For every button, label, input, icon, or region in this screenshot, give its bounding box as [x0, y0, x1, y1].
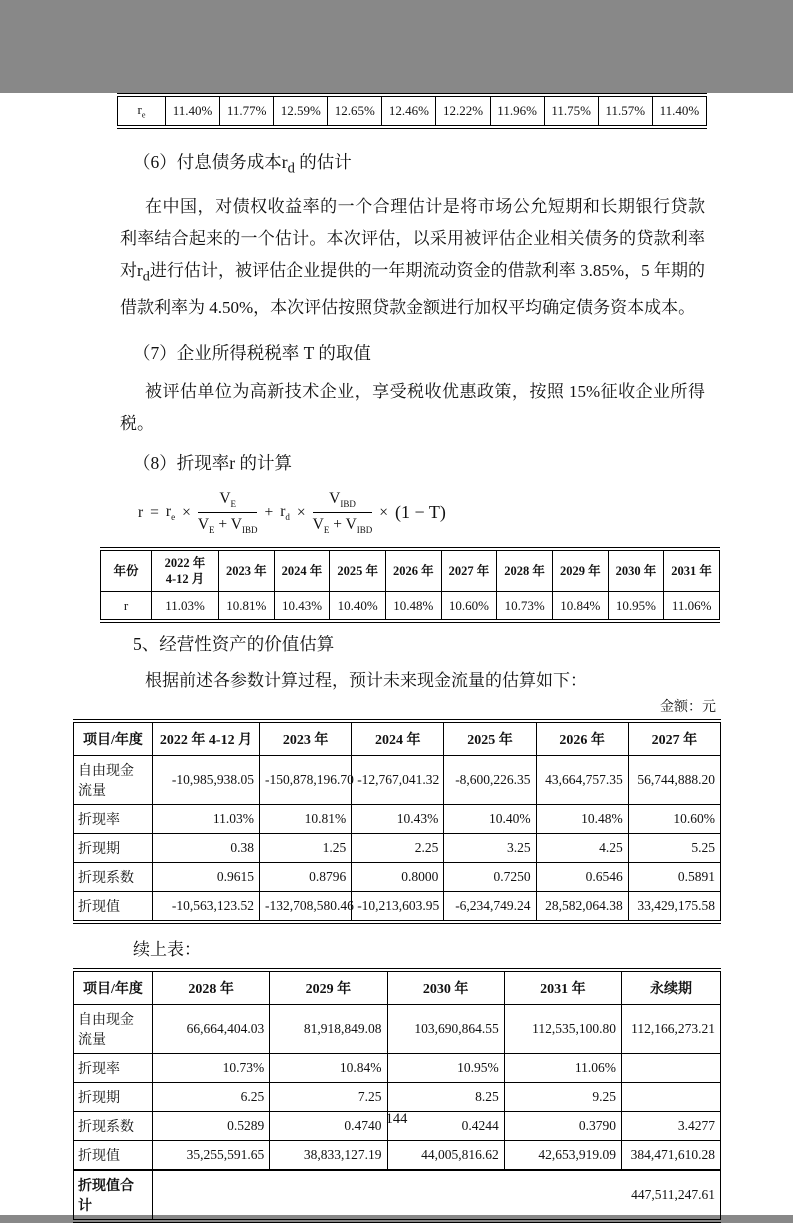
column-header: 2027 年 — [628, 721, 720, 756]
column-header: 2024 年 — [274, 549, 330, 592]
debt-weight-fraction: $\frac{V_{IBD}}{V_E + V_{IBD}}$ — [312, 490, 373, 536]
cell-value: 11.06% — [664, 592, 720, 622]
table-row — [74, 756, 721, 805]
cell-value: 11.03% — [153, 805, 260, 834]
cell-value: 28,582,064.38 — [536, 892, 628, 923]
cell-value: 66,664,404.03 — [153, 1005, 270, 1054]
cell-value: 10.43% — [352, 805, 444, 834]
cell-value: 7.25 — [270, 1083, 387, 1112]
column-header: 2027 年 — [441, 549, 497, 592]
cell-value: 44,005,816.62 — [387, 1141, 504, 1171]
column-header: 2026 年 — [385, 549, 441, 592]
cell-value: 0.5289 — [153, 1112, 270, 1141]
cell-value: 11.96% — [490, 95, 544, 127]
document-page — [0, 93, 793, 1215]
cell-value: 12.65% — [328, 95, 382, 127]
cell-value: 10.73% — [153, 1054, 270, 1083]
cell-value: 11.03% — [152, 592, 219, 622]
cell-value: 10.84% — [552, 592, 608, 622]
cell-value: 0.5891 — [628, 863, 720, 892]
discount-rate-formula — [138, 485, 793, 541]
row-label: 折现率 — [74, 805, 153, 834]
cell-value: 384,471,610.28 — [622, 1141, 721, 1171]
column-header: 2025 年 — [444, 721, 536, 756]
cell-value: 12.59% — [274, 95, 328, 127]
cell-value: 33,429,175.58 — [628, 892, 720, 923]
cell-value — [622, 1083, 721, 1112]
cell-value: 0.7250 — [444, 863, 536, 892]
cell-value: 12.22% — [436, 95, 490, 127]
row-label: r — [101, 592, 152, 622]
cell-value: 112,166,273.21 — [622, 1005, 721, 1054]
cell-value: -10,563,123.52 — [153, 892, 260, 923]
tax-term: (1 − T) — [395, 502, 446, 523]
table-row — [74, 805, 721, 834]
cell-value: 10.60% — [628, 805, 720, 834]
cell-value: 10.81% — [260, 805, 352, 834]
unit-note: 金额：元 — [660, 700, 716, 716]
page-number: 144 — [385, 1111, 408, 1127]
table-header-row — [74, 970, 721, 1005]
cell-value: 10.43% — [274, 592, 330, 622]
cell-value: 10.95% — [608, 592, 664, 622]
total-row — [74, 1170, 721, 1221]
cell-value: 11.57% — [598, 95, 652, 127]
row-label: $r_e$ — [118, 95, 166, 127]
column-header: 2030 年 — [608, 549, 664, 592]
cell-value: 10.48% — [536, 805, 628, 834]
column-header: 2029 年 — [270, 970, 387, 1005]
cell-value: 0.8796 — [260, 863, 352, 892]
cell-value — [622, 1054, 721, 1083]
row-label: 折现系数 — [74, 1112, 153, 1141]
table-row — [74, 863, 721, 892]
cell-value: 0.8000 — [352, 863, 444, 892]
cell-value: 12.46% — [382, 95, 436, 127]
cell-value: 9.25 — [504, 1083, 621, 1112]
total-value: 447,511,247.61 — [153, 1170, 721, 1221]
table-row — [74, 834, 721, 863]
section-7-heading: （7）企业所得税税率 T 的取值 — [133, 342, 371, 363]
cell-value: 10.40% — [444, 805, 536, 834]
row-label: 自由现金流量 — [74, 756, 153, 805]
column-header: 永续期 — [622, 970, 721, 1005]
column-header: 年份 — [101, 549, 152, 592]
multiply-sign: × — [379, 503, 389, 521]
column-header: 2022 年 4-12 月 — [153, 721, 260, 756]
table-row — [74, 1083, 721, 1112]
multiply-sign: × — [296, 503, 306, 521]
formula-lhs: r — [138, 503, 144, 521]
cell-value: 3.25 — [444, 834, 536, 863]
cell-value: 0.6546 — [536, 863, 628, 892]
cell-value: 8.25 — [387, 1083, 504, 1112]
cell-value: 81,918,849.08 — [270, 1005, 387, 1054]
column-header: 2026 年 — [536, 721, 628, 756]
row-label: 折现系数 — [74, 863, 153, 892]
cash-flow-table-1 — [73, 719, 721, 924]
row-label: 折现期 — [74, 834, 153, 863]
cell-value: 42,653,919.09 — [504, 1141, 621, 1171]
cell-value: 10.81% — [219, 592, 275, 622]
section-5-heading: 5、经营性资产的价值估算 — [133, 634, 335, 655]
table-row — [118, 95, 707, 127]
cell-value: 4.25 — [536, 834, 628, 863]
cell-value: 112,535,100.80 — [504, 1005, 621, 1054]
cell-value: 0.4740 — [270, 1112, 387, 1141]
cell-value: -8,600,226.35 — [444, 756, 536, 805]
column-header: 2031 年 — [504, 970, 621, 1005]
cell-value: -150,878,196.70 — [260, 756, 352, 805]
cell-value: 10.73% — [497, 592, 553, 622]
cell-value: -6,234,749.24 — [444, 892, 536, 923]
column-header: 2025 年 — [330, 549, 386, 592]
column-header: 2024 年 — [352, 721, 444, 756]
cell-value: 11.77% — [220, 95, 274, 127]
column-header: 2023 年 — [219, 549, 275, 592]
table-row — [74, 892, 721, 923]
equity-weight-fraction: $\frac{V_E}{V_E + V_{IBD}}$ — [197, 490, 258, 536]
cell-value: 35,255,591.65 — [153, 1141, 270, 1171]
cell-value: -132,708,580.46 — [260, 892, 352, 923]
cell-value: 38,833,127.19 — [270, 1141, 387, 1171]
cell-value: 11.06% — [504, 1054, 621, 1083]
plus-sign: + — [264, 503, 274, 521]
cell-value: -10,985,938.05 — [153, 756, 260, 805]
table-row — [74, 1005, 721, 1054]
column-header: 2031 年 — [664, 549, 720, 592]
section-6-paragraph: 在中国，对债权收益率的一个合理估计是将市场公允短期和长期银行贷款利率结合起来的一个估计。本次评估，以采用被评估企业相关债务的贷款利率对$r_d$进行估计，被评估企业提供的一年期流动资金的借款利率 3.85%，5 年期的借款利率为 4.50%，本次评估按照贷款金额进行加权平均确定债务资本成本。 — [120, 196, 705, 317]
row-label: 折现值 — [74, 892, 153, 923]
equals-sign: = — [150, 503, 159, 521]
cell-value: 3.4277 — [622, 1112, 721, 1141]
column-header: 项目/年度 — [74, 970, 153, 1005]
cell-value: 56,744,888.20 — [628, 756, 720, 805]
cash-flow-table-2 — [73, 968, 721, 1223]
cell-value: 11.40% — [652, 95, 706, 127]
table-row — [101, 592, 720, 622]
cell-value: 0.4244 — [387, 1112, 504, 1141]
column-header: 2028 年 — [153, 970, 270, 1005]
row-label: 折现值 — [74, 1141, 153, 1171]
column-header: 2022 年 4-12 月 — [152, 549, 219, 592]
cell-value: 10.48% — [385, 592, 441, 622]
table-header-row — [101, 549, 720, 592]
cost-of-equity-symbol: $r_e$ — [165, 503, 176, 523]
cell-value: 0.3790 — [504, 1112, 621, 1141]
cell-value: -10,213,603.95 — [352, 892, 444, 923]
section-8-heading: （8）折现率r 的计算 — [133, 452, 292, 473]
section-7-paragraph: 被评估单位为高新技术企业，享受税收优惠政策，按照 15%征收企业所得税。 — [120, 381, 705, 433]
row-label: 折现率 — [74, 1054, 153, 1083]
section-5-paragraph: 根据前述各参数计算过程，预计未来现金流量的估算如下： — [145, 671, 587, 691]
column-header: 项目/年度 — [74, 721, 153, 756]
cell-value: 10.40% — [330, 592, 386, 622]
cell-value: 11.40% — [166, 95, 220, 127]
table-continued-label: 续上表： — [133, 940, 201, 960]
table-row — [74, 1054, 721, 1083]
column-header: 2030 年 — [387, 970, 504, 1005]
cell-value: 2.25 — [352, 834, 444, 863]
cell-value: 6.25 — [153, 1083, 270, 1112]
cell-value: 10.60% — [441, 592, 497, 622]
total-label: 折现值合计 — [74, 1170, 153, 1221]
table-row — [74, 1141, 721, 1171]
cell-value: 10.84% — [270, 1054, 387, 1083]
row-label: 自由现金流量 — [74, 1005, 153, 1054]
section-6-heading: （6）付息债务成本$r_d$ 的估计 — [133, 152, 352, 177]
cell-value: 43,664,757.35 — [536, 756, 628, 805]
cost-of-equity-table — [117, 93, 707, 129]
column-header: 2023 年 — [260, 721, 352, 756]
cell-value: 5.25 — [628, 834, 720, 863]
cell-value: 1.25 — [260, 834, 352, 863]
cell-value: 0.38 — [153, 834, 260, 863]
table-header-row — [74, 721, 721, 756]
cell-value: 11.75% — [544, 95, 598, 127]
cell-value: -12,767,041.32 — [352, 756, 444, 805]
cell-value: 0.9615 — [153, 863, 260, 892]
cell-value: 103,690,864.55 — [387, 1005, 504, 1054]
discount-rate-table — [100, 547, 720, 624]
column-header: 2028 年 — [497, 549, 553, 592]
multiply-sign: × — [182, 503, 191, 521]
column-header: 2029 年 — [552, 549, 608, 592]
cost-of-debt-symbol: $r_d$ — [280, 503, 290, 523]
row-label: 折现期 — [74, 1083, 153, 1112]
cell-value: 10.95% — [387, 1054, 504, 1083]
